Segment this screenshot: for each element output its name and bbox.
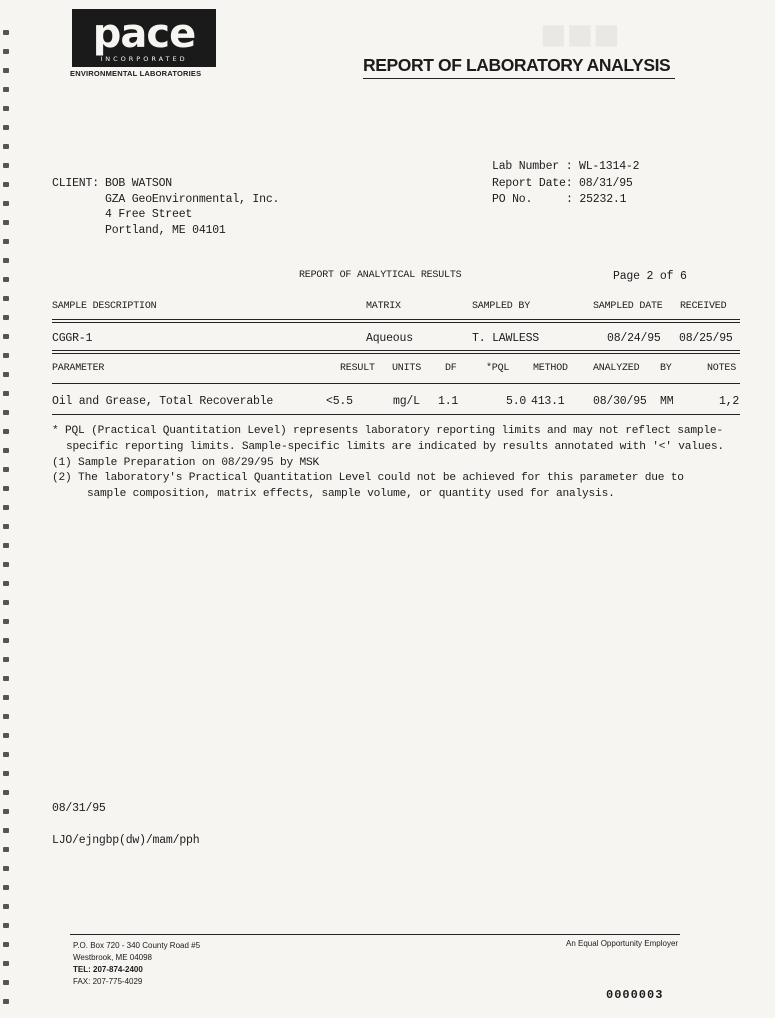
lab-number-label: Lab Number : xyxy=(492,160,573,173)
binding-hole xyxy=(3,448,9,453)
result-method: 413.1 xyxy=(531,395,565,408)
result-value: <5.5 xyxy=(326,395,353,408)
binding-hole xyxy=(3,904,9,909)
note-1: (1) Sample Preparation on 08/29/95 by MSK xyxy=(52,457,320,469)
binding-hole xyxy=(3,562,9,567)
sample-sampled-by: T. LAWLESS xyxy=(472,332,540,345)
binding-hole xyxy=(3,391,9,396)
client-label: CLIENT: xyxy=(52,177,99,190)
col-units: UNITS xyxy=(392,363,422,374)
binding-hole xyxy=(3,695,9,700)
col-by: BY xyxy=(660,363,672,374)
binding-hole xyxy=(3,87,9,92)
binding-hole xyxy=(3,106,9,111)
result-notes: 1,2 xyxy=(719,395,740,408)
col-received: RECEIVED xyxy=(680,301,727,312)
logo-wordmark: pace xyxy=(92,11,196,57)
binding-hole xyxy=(3,600,9,605)
document-page-number: 0000003 xyxy=(606,988,664,1002)
footer-fax: FAX: 207-775-4029 xyxy=(73,977,143,986)
po-value: : 25232.1 xyxy=(566,193,627,206)
footer-rule xyxy=(70,934,680,935)
col-method: METHOD xyxy=(533,363,568,374)
binding-hole xyxy=(3,619,9,624)
binding-hole xyxy=(3,201,9,206)
sample-matrix: Aqueous xyxy=(366,332,413,345)
binding-hole xyxy=(3,372,9,377)
sample-header-rule xyxy=(52,319,740,323)
binding-hole xyxy=(3,467,9,472)
footer-eoe: An Equal Opportunity Employer xyxy=(566,939,679,948)
bleed-through-mark: ■■■ xyxy=(540,10,620,59)
binding-hole xyxy=(3,315,9,320)
binding-hole xyxy=(3,714,9,719)
binding-hole xyxy=(3,771,9,776)
binding-hole xyxy=(3,676,9,681)
binding-hole xyxy=(3,999,9,1004)
binding-hole xyxy=(3,733,9,738)
report-date-label: Report Date: xyxy=(492,177,573,190)
col-sample-description: SAMPLE DESCRIPTION xyxy=(52,301,157,312)
binding-hole xyxy=(3,239,9,244)
binding-hole xyxy=(3,980,9,985)
col-sampled-date: SAMPLED DATE xyxy=(593,301,663,312)
result-df: 1.1 xyxy=(438,395,459,408)
binding-hole xyxy=(3,809,9,814)
footer-tel: TEL: 207-874-2400 xyxy=(73,965,143,974)
binding-hole xyxy=(3,828,9,833)
note-2-line1: (2) The laboratory's Practical Quantitation Level could not be achieved for this parameter due to xyxy=(52,472,684,484)
page-title: REPORT OF LABORATORY ANALYSIS xyxy=(363,55,671,75)
report-date-value: 08/31/95 xyxy=(579,177,633,190)
result-parameter: Oil and Grease, Total Recoverable xyxy=(52,395,274,408)
lab-number-value: WL-1314-2 xyxy=(579,160,640,173)
binding-hole xyxy=(3,752,9,757)
client-company: GZA GeoEnvironmental, Inc. xyxy=(105,193,280,206)
col-matrix: MATRIX xyxy=(366,301,401,312)
binding-hole xyxy=(3,657,9,662)
title-underline xyxy=(363,78,675,79)
client-street: 4 Free Street xyxy=(105,208,193,221)
binding-hole xyxy=(3,961,9,966)
col-notes: NOTES xyxy=(707,363,737,374)
binding-hole xyxy=(3,942,9,947)
binding-hole xyxy=(3,866,9,871)
col-result: RESULT xyxy=(340,363,375,374)
client-name: BOB WATSON xyxy=(105,177,173,190)
binding-edge xyxy=(0,0,14,1018)
binding-hole xyxy=(3,885,9,890)
col-analyzed: ANALYZED xyxy=(593,363,640,374)
binding-hole xyxy=(3,410,9,415)
binding-hole xyxy=(3,182,9,187)
binding-hole xyxy=(3,486,9,491)
binding-hole xyxy=(3,144,9,149)
footer-address-2: Westbrook, ME 04098 xyxy=(73,953,153,962)
logo-incorporated: INCORPORATED xyxy=(100,55,188,63)
binding-hole xyxy=(3,429,9,434)
col-sampled-by: SAMPLED BY xyxy=(472,301,531,312)
binding-hole xyxy=(3,125,9,130)
binding-hole xyxy=(3,790,9,795)
sample-sampled-date: 08/24/95 xyxy=(607,332,661,345)
page-indicator: Page 2 of 6 xyxy=(613,270,687,283)
sample-description: CGGR-1 xyxy=(52,332,93,345)
note-2-line2: sample composition, matrix effects, sample volume, or quantity used for analysis. xyxy=(87,488,615,500)
pql-note-line1: * PQL (Practical Quantitation Level) represents laboratory reporting limits and may not reflect sample- xyxy=(52,425,723,437)
col-parameter: PARAMETER xyxy=(52,363,105,374)
binding-hole xyxy=(3,163,9,168)
binding-hole xyxy=(3,49,9,54)
pace-logo xyxy=(72,9,216,67)
binding-hole xyxy=(3,581,9,586)
po-label: PO No. xyxy=(492,193,533,206)
binding-hole xyxy=(3,505,9,510)
report-heading: REPORT OF ANALYTICAL RESULTS xyxy=(299,270,462,281)
col-df: DF xyxy=(445,363,457,374)
binding-hole xyxy=(3,847,9,852)
result-analyzed: 08/30/95 xyxy=(593,395,647,408)
result-units: mg/L xyxy=(393,395,420,408)
binding-hole xyxy=(3,353,9,358)
binding-hole xyxy=(3,638,9,643)
binding-hole xyxy=(3,68,9,73)
client-city: Portland, ME 04101 xyxy=(105,224,226,237)
result-by: MM xyxy=(660,395,674,408)
results-row-rule xyxy=(52,414,740,415)
binding-hole xyxy=(3,220,9,225)
results-header-rule xyxy=(52,383,740,384)
binding-hole xyxy=(3,543,9,548)
sample-row-rule xyxy=(52,350,740,354)
binding-hole xyxy=(3,334,9,339)
binding-hole xyxy=(3,923,9,928)
binding-hole xyxy=(3,524,9,529)
binding-hole xyxy=(3,30,9,35)
logo-subtitle: ENVIRONMENTAL LABORATORIES xyxy=(70,69,202,78)
binding-hole xyxy=(3,277,9,282)
sample-received: 08/25/95 xyxy=(679,332,733,345)
pql-note-line2: specific reporting limits. Sample-specific limits are indicated by results annotated with '<' values. xyxy=(66,441,724,453)
binding-hole xyxy=(3,296,9,301)
signoff-date: 08/31/95 xyxy=(52,802,106,815)
footer-address-1: P.O. Box 720 - 340 County Road #5 xyxy=(73,941,201,950)
col-pql: *PQL xyxy=(486,363,510,374)
result-pql: 5.0 xyxy=(506,395,527,408)
signoff-initials: LJO/ejngbp(dw)/mam/pph xyxy=(52,834,200,847)
binding-hole xyxy=(3,258,9,263)
